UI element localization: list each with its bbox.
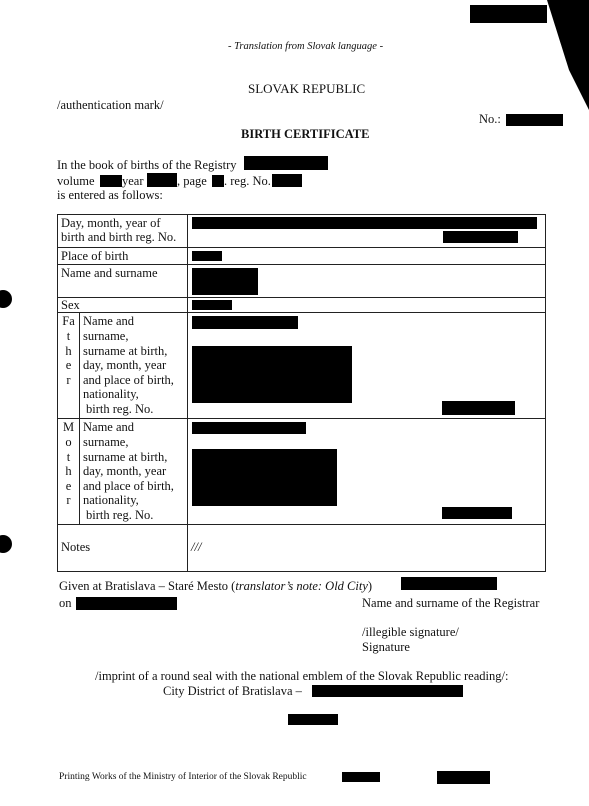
sex-value: [188, 298, 546, 313]
mother-column: M o t h e r: [58, 419, 80, 524]
place-of-birth-label: Place of birth: [58, 248, 188, 265]
sex-label: Sex: [58, 298, 188, 313]
punch-hole-top: [0, 290, 12, 308]
name-label: Name and surname: [58, 265, 188, 298]
intro-year: year: [122, 174, 144, 188]
redaction-reg: [272, 174, 302, 187]
seal-note: /imprint of a round seal with the national emblem of the Slovak Republic reading/:: [95, 669, 509, 683]
redaction-district: [312, 685, 463, 697]
redaction-page: [212, 175, 224, 187]
on-label: on: [59, 596, 72, 610]
intro-reg: . reg. No.: [224, 174, 271, 188]
notes-value: ///: [188, 524, 546, 571]
father-column: Fa t h e r: [58, 313, 80, 419]
redaction-registrar-name: [401, 577, 497, 590]
dob-value: [188, 215, 546, 248]
redaction-footer-1: [342, 772, 380, 782]
translation-note: - Translation from Slovak language -: [228, 41, 384, 52]
redaction-year: [147, 173, 177, 187]
country-heading: SLOVAK REPUBLIC: [248, 81, 366, 96]
mother-fields: Name and surname, surname at birth, day, month, year and place of birth, nationality, birth reg. No.: [80, 419, 188, 524]
document-title: BIRTH CERTIFICATE: [241, 127, 370, 141]
printing-works: Printing Works of the Ministry of Interior of the Slovak Republic: [59, 772, 307, 782]
redaction-date: [76, 597, 177, 610]
intro-line-1: In the book of births of the Registry: [57, 158, 237, 172]
signature-note: /illegible signature/: [362, 625, 459, 639]
redaction-top: [470, 5, 547, 23]
redaction-volume: [100, 175, 122, 187]
district-label: City District of Bratislava –: [163, 684, 302, 698]
father-fields: Name and surname, surname at birth, day, month, year and place of birth, nationality, birth reg. No.: [80, 313, 188, 419]
mother-value: [188, 419, 546, 524]
notes-label: Notes: [58, 524, 188, 571]
signature-label: Signature: [362, 640, 410, 654]
redaction-number: [506, 114, 563, 126]
redaction-registry: [244, 156, 328, 170]
number-label: No.:: [479, 112, 501, 126]
intro-line-3: is entered as follows:: [57, 188, 163, 202]
redaction-middle: [288, 714, 338, 725]
authentication-mark: /authentication mark/: [57, 98, 164, 112]
registrar-label: Name and surname of the Registrar: [362, 596, 540, 610]
name-value: [188, 265, 546, 298]
certificate-table: [57, 214, 546, 572]
given-at: Given at Bratislava – Staré Mesto (translator’s note: Old City): [59, 579, 373, 593]
intro-page: , page: [177, 174, 207, 188]
punch-hole-bottom: [0, 535, 12, 553]
dob-label: Day, month, year of birth and birth reg. No.: [58, 215, 188, 248]
place-of-birth-value: [188, 248, 546, 265]
intro-volume: volume: [57, 174, 95, 188]
redaction-footer-2: [437, 771, 490, 784]
father-value: [188, 313, 546, 419]
